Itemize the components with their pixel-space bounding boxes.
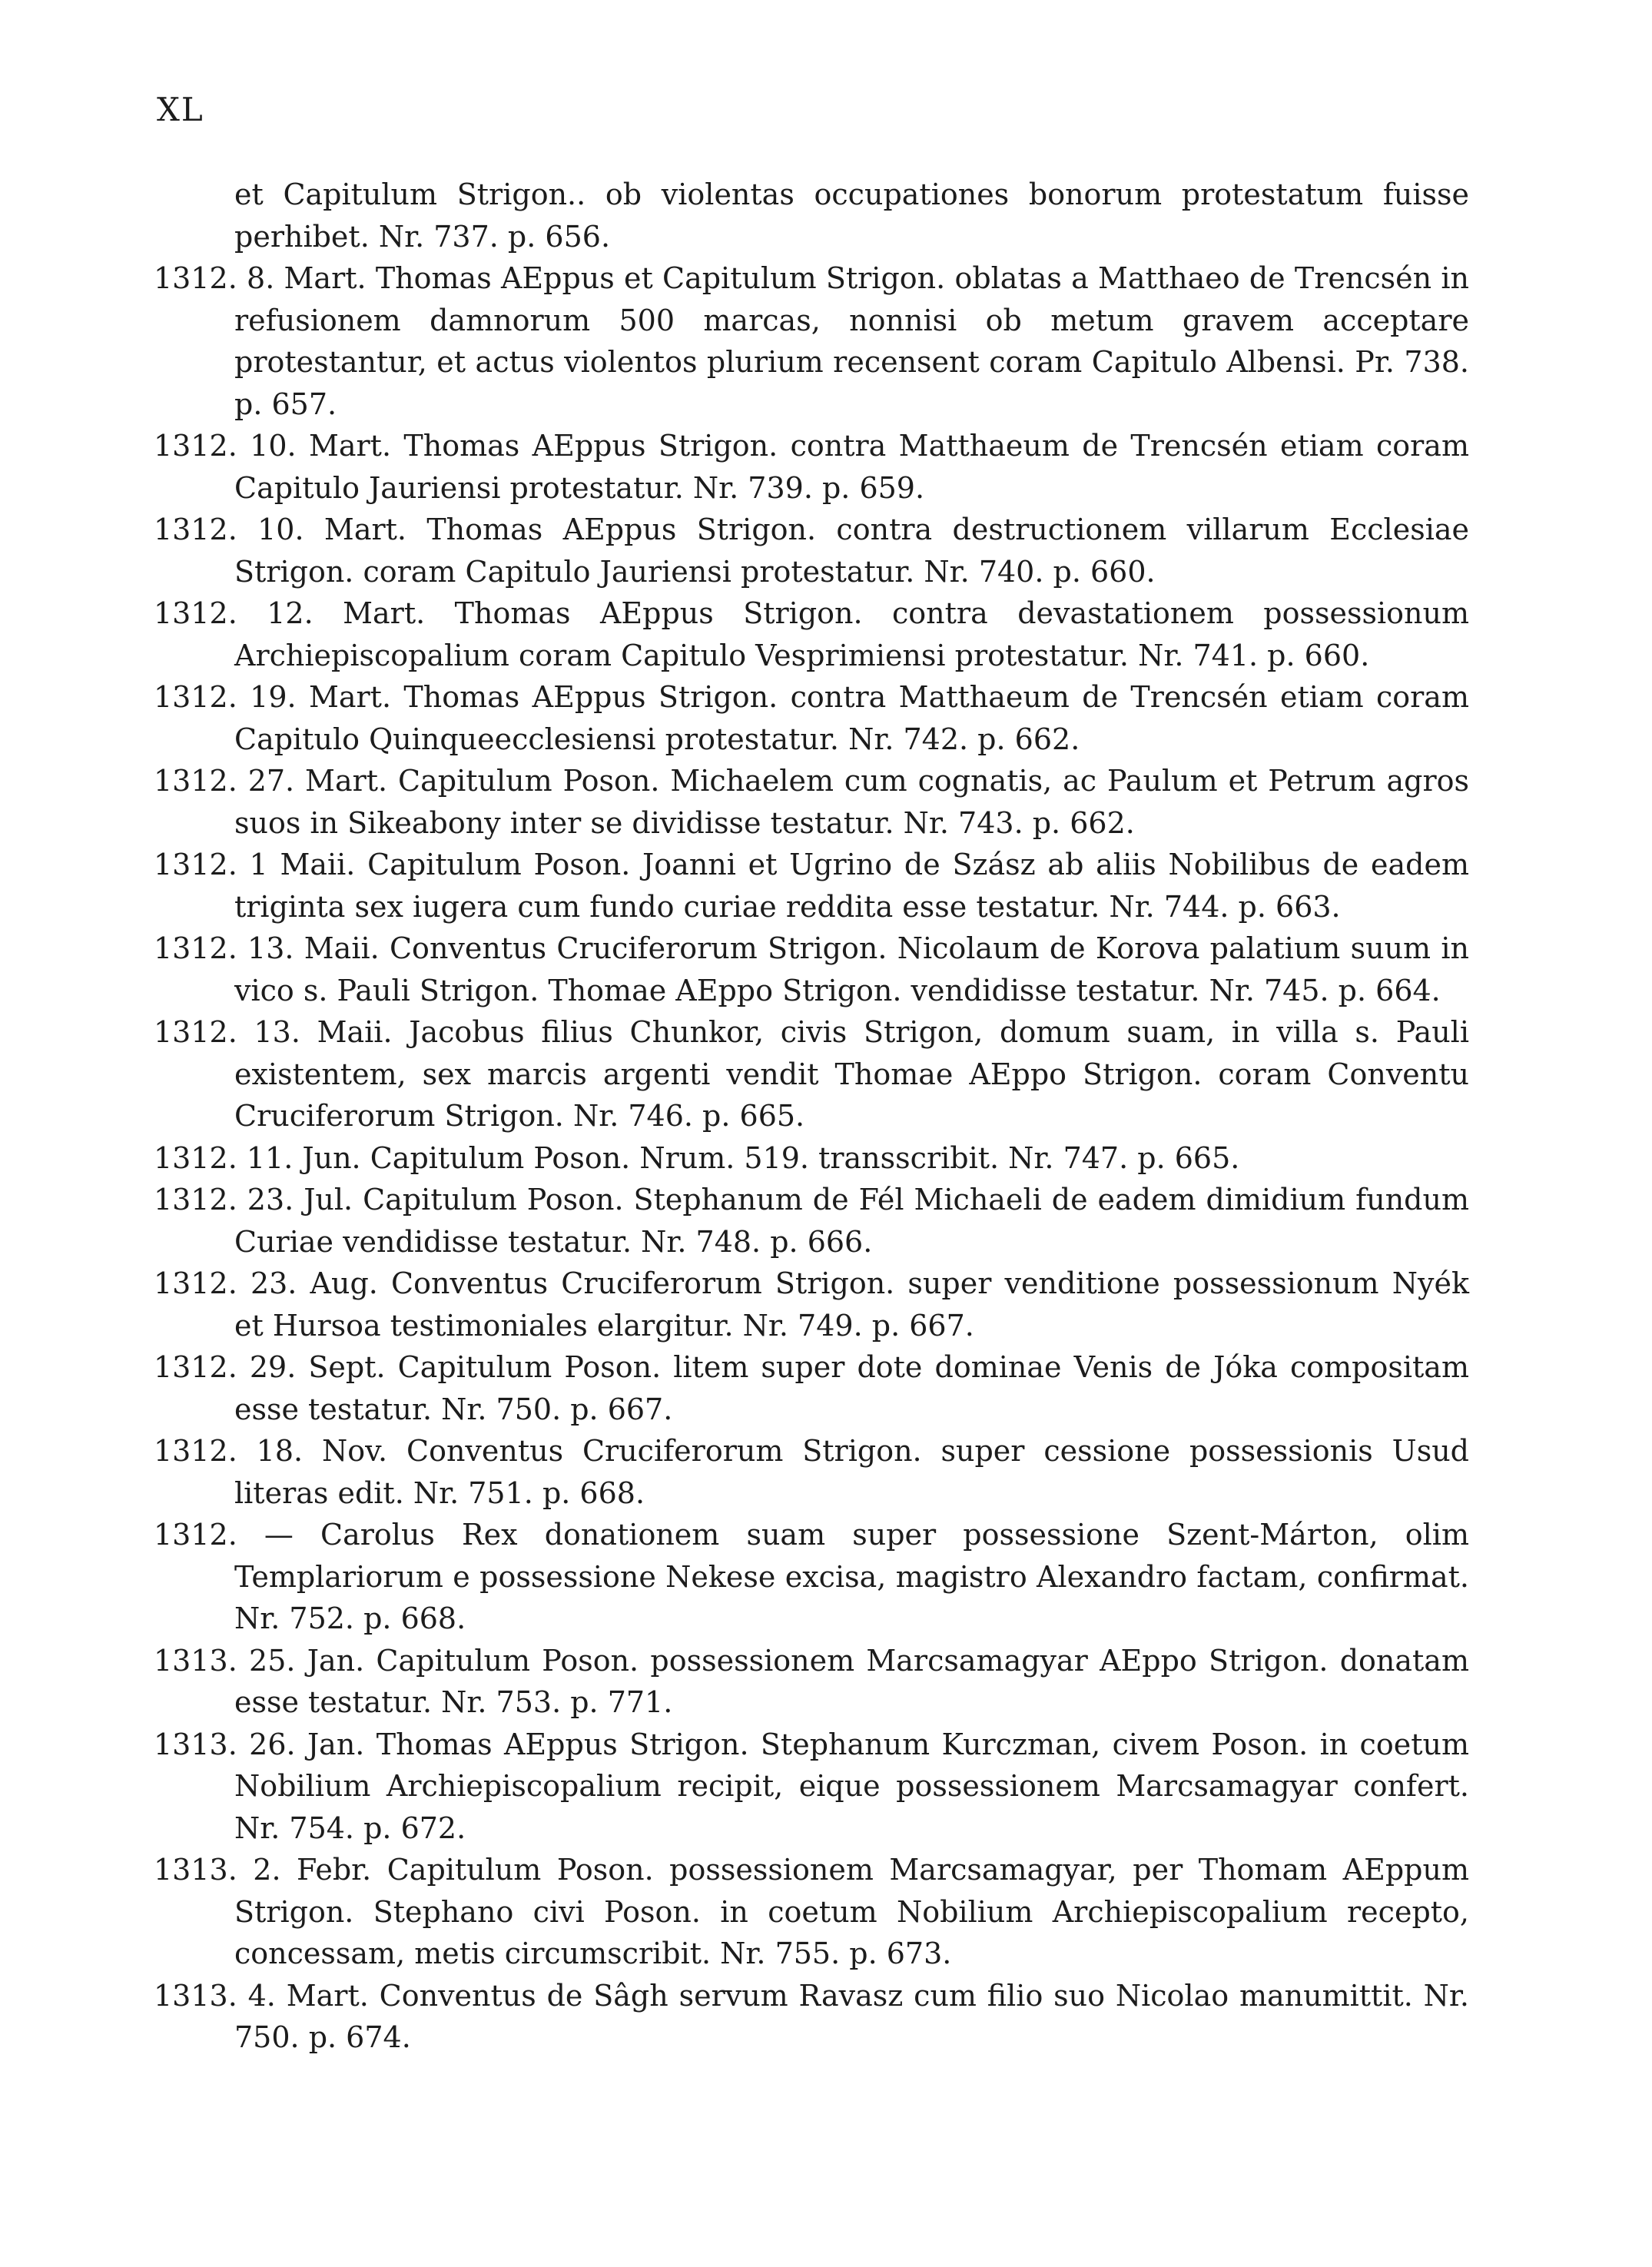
regesta-entry: 1312. 10. Mart. Thomas AEppus Strigon. contra Matthaeum de Trencsén etiam coram Capitulo Jauriensi protestatur. Nr. 739. p. 659. [154, 429, 1469, 505]
regesta-entry: 1312. 11. Jun. Capitulum Poson. Nrum. 519. transscribit. Nr. 747. p. 665. [154, 1140, 1240, 1175]
regesta-entry: 1312. 12. Mart. Thomas AEppus Strigon. contra devastationem possessionum Archiepiscopalium coram Capitulo Vesprimiensi protestatur. Nr. 741. p. 660. [154, 596, 1469, 672]
regesta-entry: 1312. 13. Maii. Conventus Cruciferorum Strigon. Nicolaum de Korova palatium suum in vico s. Pauli Strigon. Thomae AEppo Strigon. vendidisse testatur. Nr. 745. p. 664. [154, 931, 1469, 1007]
regesta-entry: 1312. 23. Jul. Capitulum Poson. Stephanum de Fél Michaeli de eadem dimidium fundum Curiae vendidisse testatur. Nr. 748. p. 666. [154, 1183, 1469, 1259]
regesta-entry: et Capitulum Strigon.. ob violentas occupationes bonorum protestatum fuisse perhibet. Nr. 737. p. 656. [234, 178, 1469, 254]
regesta-entry: 1312. 23. Aug. Conventus Cruciferorum Strigon. super venditione possessionum Nyék et Hursoa testimoniales elargitur. Nr. 749. p. 667. [154, 1266, 1469, 1343]
regesta-entry: 1313. 25. Jan. Capitulum Poson. possessionem Marcsamagyar AEppo Strigon. donatam esse testatur. Nr. 753. p. 771. [154, 1643, 1469, 1719]
regesta-entry: 1312. — Carolus Rex donationem suam super possessione Szent-Márton, olim Templariorum e possessione Nekese excisa, magistro Alexandro factam, confirmat. Nr. 752. p. 668. [154, 1518, 1469, 1635]
regesta-entry: 1312. 8. Mart. Thomas AEppus et Capitulum Strigon. oblatas a Matthaeo de Trencsén in refusionem damnorum 500 marcas, nonnisi ob metum gravem acceptare protestantur, et actus violentos plurium recensent coram Capitulo Albensi. Pr. 738. p. 657. [154, 261, 1469, 421]
regesta-entry: 1312. 27. Mart. Capitulum Poson. Michaelem cum cognatis, ac Paulum et Petrum agros suos in Sikeabony inter se dividisse testatur. Nr. 743. p. 662. [154, 764, 1469, 840]
regesta-entry: 1313. 2. Febr. Capitulum Poson. possessionem Marcsamagyar, per Thomam AEppum Strigon. Stephano civi Poson. in coetum Nobilium Archiepiscopalium recepto, concessam, metis circumscribit. Nr. 755. p. 673. [154, 1853, 1469, 1970]
regesta-entry: 1312. 19. Mart. Thomas AEppus Strigon. contra Matthaeum de Trencsén etiam coram Capitulo Quinqueecclesiensi protestatur. Nr. 742. p. 662. [154, 680, 1469, 756]
regesta-list [154, 174, 1469, 2059]
regesta-entry: 1312. 18. Nov. Conventus Cruciferorum Strigon. super cessione possessionis Usud literas edit. Nr. 751. p. 668. [154, 1434, 1469, 1510]
page-number: XL [157, 91, 204, 128]
regesta-entry: 1312. 10. Mart. Thomas AEppus Strigon. contra destructionem villarum Ecclesiae Strigon. coram Capitulo Jauriensi protestatur. Nr. 740. p. 660. [154, 513, 1469, 589]
regesta-entry: 1313. 4. Mart. Conventus de Sâgh servum Ravasz cum filio suo Nicolao manumittit. Nr. 750. p. 674. [154, 1978, 1469, 2054]
regesta-entry: 1313. 26. Jan. Thomas AEppus Strigon. Stephanum Kurczman, civem Poson. in coetum Nobilium Archiepiscopalium recipit, eique possessionem Marcsamagyar confert. Nr. 754. p. 672. [154, 1727, 1469, 1845]
regesta-entry: 1312. 29. Sept. Capitulum Poson. litem super dote dominae Venis de Jóka compositam esse testatur. Nr. 750. p. 667. [154, 1350, 1469, 1426]
regesta-entry: 1312. 1 Maii. Capitulum Poson. Joanni et Ugrino de Szász ab aliis Nobilibus de eadem triginta sex iugera cum fundo curiae reddita esse testatur. Nr. 744. p. 663. [154, 848, 1469, 924]
regesta-entry: 1312. 13. Maii. Jacobus filius Chunkor, civis Strigon, domum suam, in villa s. Pauli existentem, sex marcis argenti vendit Thomae AEppo Strigon. coram Conventu Cruciferorum Strigon. Nr. 746. p. 665. [154, 1015, 1469, 1133]
